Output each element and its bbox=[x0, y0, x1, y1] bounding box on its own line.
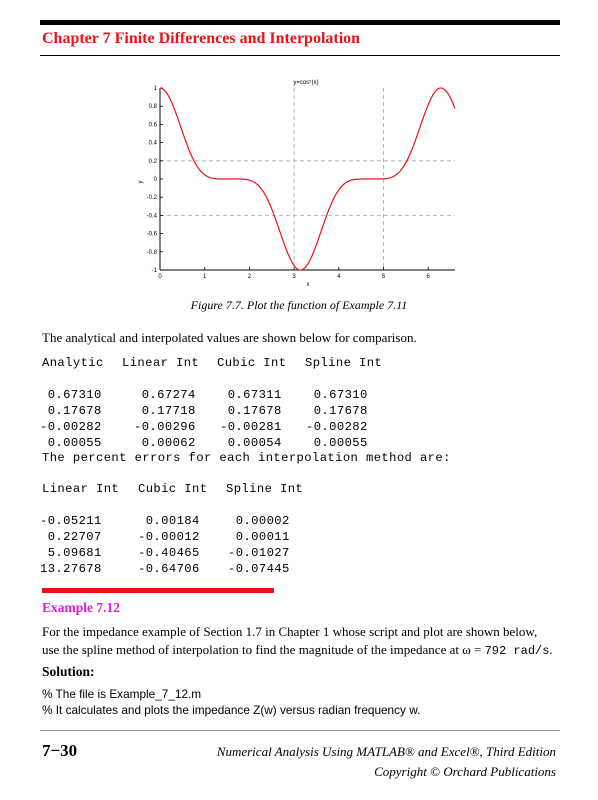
top-rule bbox=[40, 20, 560, 25]
table-cell: 0.67274 bbox=[134, 388, 196, 402]
table-cell: 0.00054 bbox=[220, 436, 282, 450]
table-cell: 0.00184 bbox=[138, 514, 200, 528]
table-cell: 0.67310 bbox=[40, 388, 102, 402]
table-cell: 0.67310 bbox=[306, 388, 368, 402]
figure-caption: Figure 7.7. Plot the function of Example 7.11 bbox=[190, 298, 408, 312]
y-tick-label: 0 bbox=[153, 177, 157, 183]
example-line-2 bbox=[42, 642, 553, 658]
solution-label: Solution: bbox=[42, 664, 95, 679]
cos5-curve bbox=[160, 88, 455, 270]
cos5-plot bbox=[138, 72, 460, 294]
example-line-2-text: use the spline method of interpolation to find the magnitude of the impedance at ω = bbox=[42, 642, 485, 657]
section-divider bbox=[42, 588, 274, 593]
table-header: Spline Int bbox=[226, 482, 304, 496]
table-cell: 0.00062 bbox=[134, 436, 196, 450]
example-title: Example 7.12 bbox=[42, 600, 121, 615]
table-cell: -0.00281 bbox=[220, 420, 282, 434]
plot-ylabel: y bbox=[138, 180, 144, 184]
y-tick-label: 0.2 bbox=[148, 158, 157, 165]
x-tick-label: 6 bbox=[426, 274, 430, 280]
table-cell: 0.67311 bbox=[220, 388, 282, 402]
table-cell: -0.00296 bbox=[134, 420, 196, 434]
y-tick-label: -0.6 bbox=[146, 231, 157, 238]
table-cell: 5.09681 bbox=[40, 546, 102, 560]
plot-title: y=cos⁵(x) bbox=[293, 80, 319, 86]
code-comment-1: % The file is Example_7_12.m bbox=[42, 687, 202, 701]
y-tick-label: 0.8 bbox=[148, 104, 157, 111]
y-tick-label: -0.4 bbox=[146, 213, 157, 220]
table-cell: 0.17678 bbox=[220, 404, 282, 418]
intro-text: The analytical and interpolated values are shown below for comparison. bbox=[42, 330, 417, 345]
y-tick-label: -1 bbox=[151, 268, 157, 274]
copyright: Copyright © Orchard Publications bbox=[374, 764, 556, 779]
table-cell: 0.17718 bbox=[134, 404, 196, 418]
table-cell: -0.07445 bbox=[228, 562, 290, 576]
book-title: Numerical Analysis Using MATLAB® and Excel®, Third Edition bbox=[216, 744, 556, 759]
example-line-1: For the impedance example of Section 1.7 in Chapter 1 whose script and plot are shown below, bbox=[42, 624, 538, 639]
chapter-title: Chapter 7 Finite Differences and Interpolation bbox=[42, 30, 361, 47]
x-tick-label: 1 bbox=[203, 274, 207, 280]
plot-xlabel: x bbox=[306, 282, 310, 288]
table-cell: -0.40465 bbox=[138, 546, 200, 560]
plot-axes bbox=[147, 86, 455, 280]
x-tick-label: 0 bbox=[158, 274, 162, 280]
x-tick-label: 5 bbox=[381, 274, 386, 280]
table-cell: 0.17678 bbox=[40, 404, 102, 418]
table-cell: -0.05211 bbox=[40, 514, 102, 528]
table-header: Linear Int bbox=[122, 356, 200, 370]
table-cell: 0.00055 bbox=[306, 436, 368, 450]
table-cell: 0.22707 bbox=[40, 530, 102, 544]
y-tick-label: 1 bbox=[153, 86, 157, 92]
x-tick-label: 4 bbox=[337, 274, 341, 280]
y-tick-label: -0.8 bbox=[146, 249, 157, 256]
table-header: Cubic Int bbox=[217, 356, 287, 370]
table-header: Analytic bbox=[42, 356, 104, 370]
y-tick-label: 0.4 bbox=[148, 140, 157, 147]
table-cell: 0.17678 bbox=[306, 404, 368, 418]
table-cell: 0.00055 bbox=[40, 436, 102, 450]
y-tick-label: 0.6 bbox=[148, 122, 157, 129]
table-cell: -0.00282 bbox=[40, 420, 102, 434]
table-header: Cubic Int bbox=[138, 482, 208, 496]
table-cell: -0.00282 bbox=[306, 420, 368, 434]
example-line-2-end: . bbox=[549, 642, 553, 657]
table-cell: 0.00011 bbox=[228, 530, 290, 544]
chapter-rule bbox=[40, 55, 560, 56]
page-number: 7−30 bbox=[42, 741, 78, 760]
percent-errors-line: The percent errors for each interpolation method are: bbox=[42, 451, 451, 465]
table-cell: 0.00002 bbox=[228, 514, 290, 528]
y-tick-label: -0.2 bbox=[146, 195, 157, 202]
table-cell: -0.00012 bbox=[138, 530, 200, 544]
table-cell: -0.64706 bbox=[138, 562, 200, 576]
footer-rule bbox=[40, 730, 560, 731]
table-header: Linear Int bbox=[42, 482, 120, 496]
table-header: Spline Int bbox=[305, 356, 383, 370]
x-tick-label: 3 bbox=[292, 274, 296, 280]
code-comment-2: % It calculates and plots the impedance Z(w) versus radian frequency w. bbox=[42, 703, 421, 717]
x-tick-label: 2 bbox=[247, 274, 252, 280]
table-cell: -0.01027 bbox=[228, 546, 290, 560]
example-frequency: 792 rad/s bbox=[484, 644, 550, 658]
table-cell: 13.27678 bbox=[40, 562, 102, 576]
